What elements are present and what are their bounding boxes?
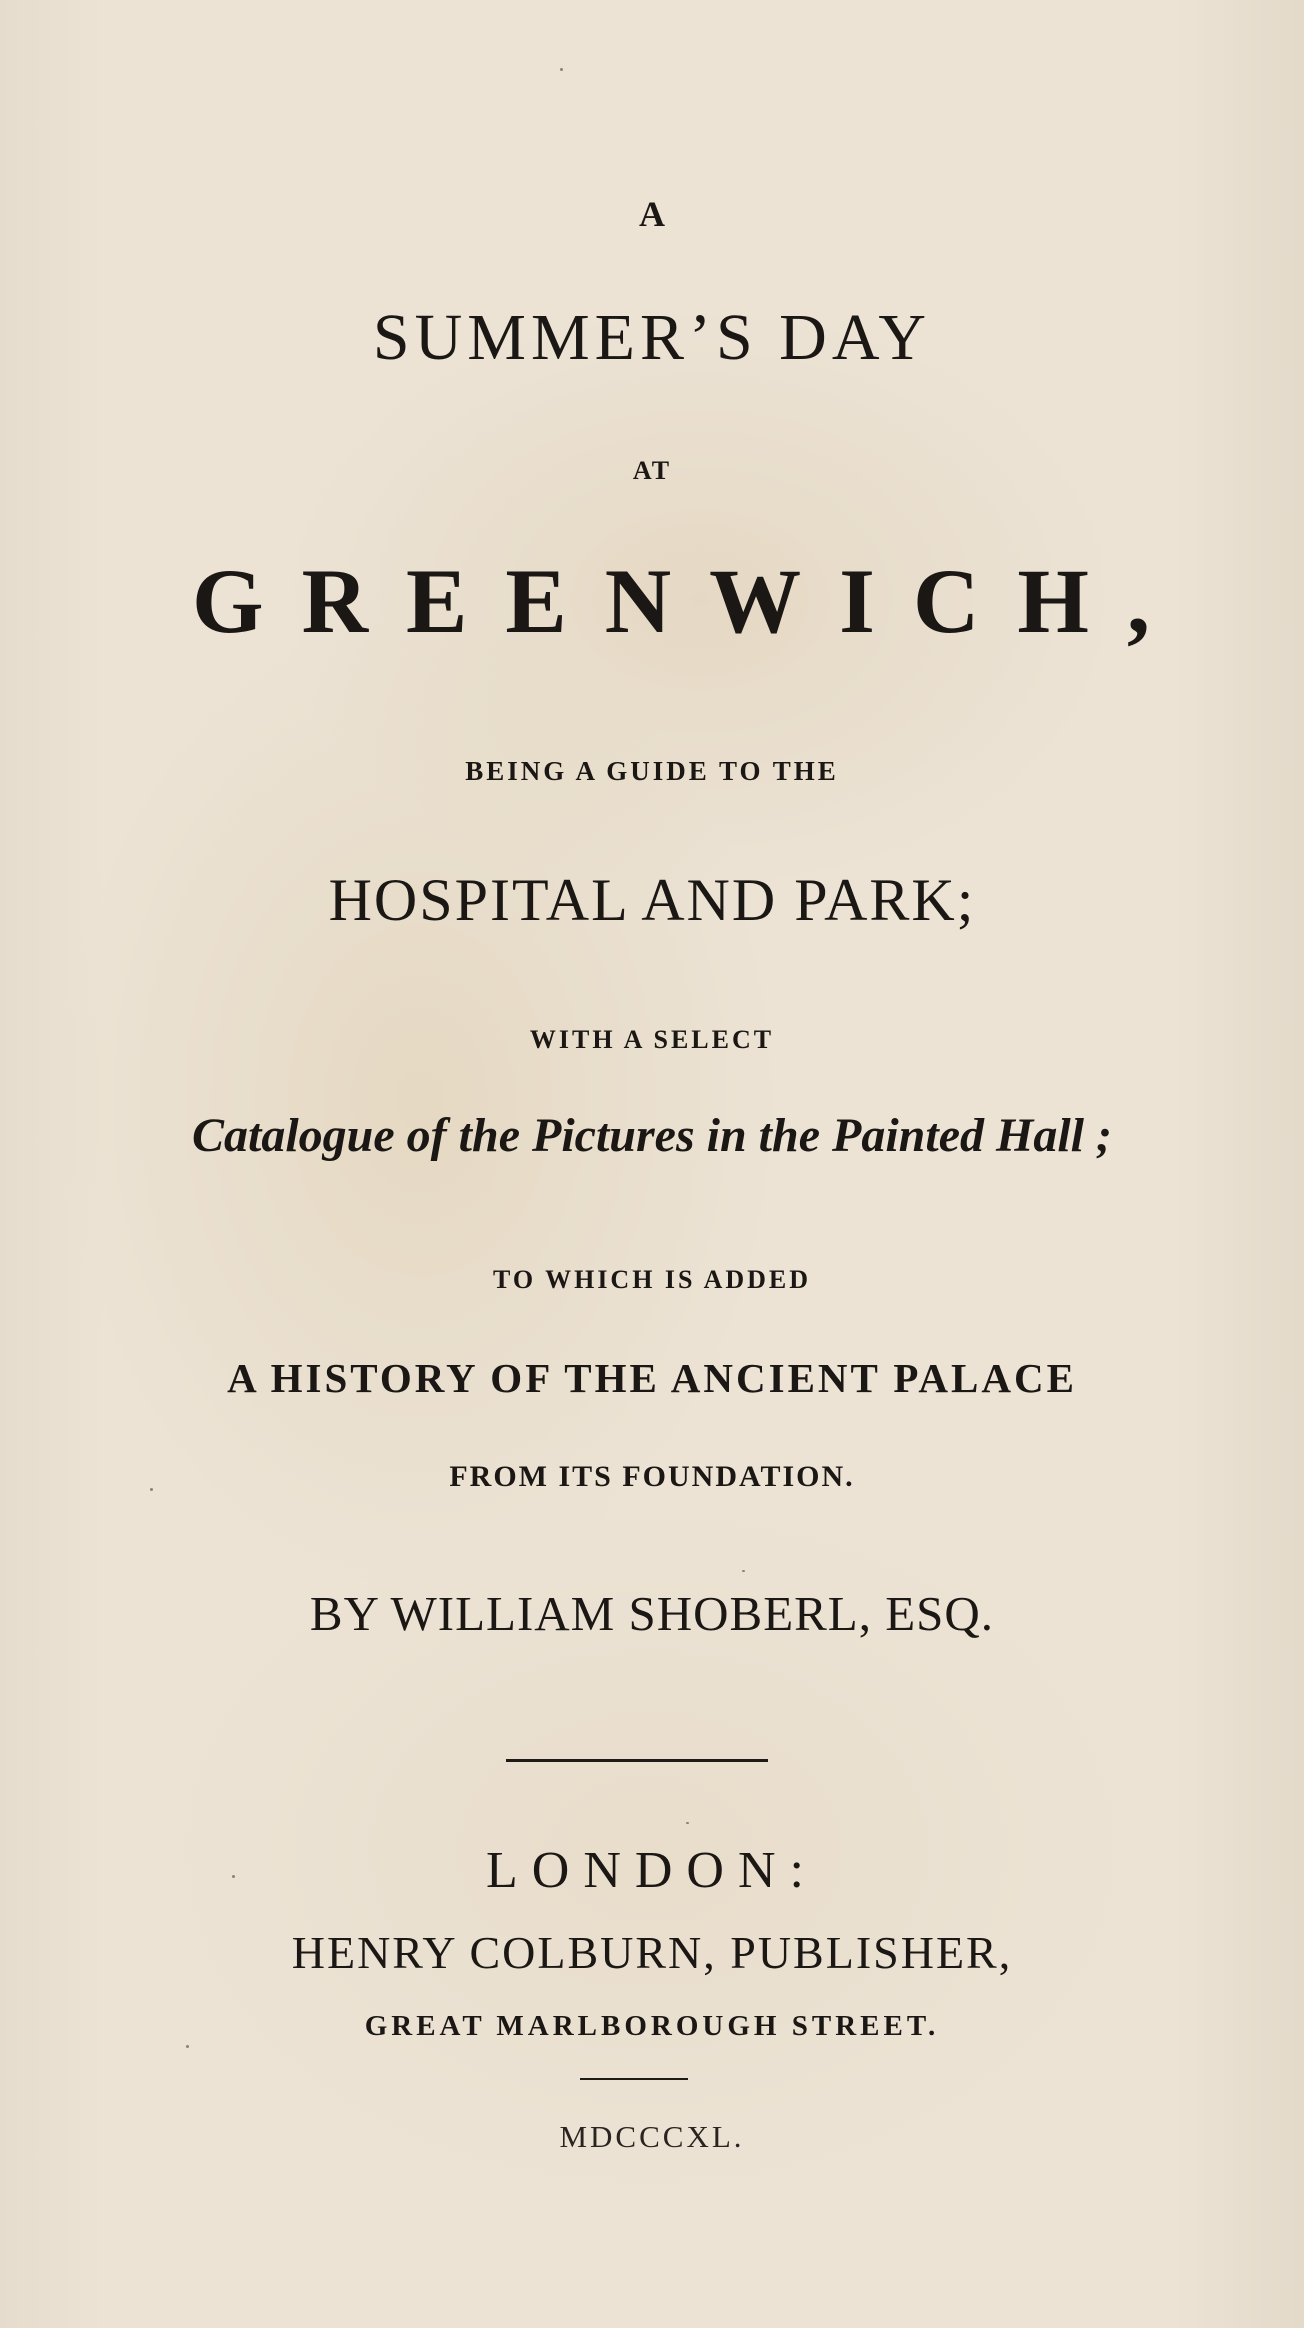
imprint-street: GREAT MARLBOROUGH STREET. [364,2010,940,2042]
title-preposition: AT [632,456,672,485]
paper-speck [742,1570,745,1572]
with-select-line: WITH A SELECT [529,1025,775,1054]
title-article: A [639,194,665,234]
paper-speck [686,1822,689,1824]
imprint-city: LONDON: [486,1842,818,1899]
catalogue-line: Catalogue of the Pictures in the Painted Hall ; [191,1109,1112,1162]
paper-speck [150,1488,153,1491]
to-which-added-line: TO WHICH IS ADDED [492,1265,812,1294]
divider-rule [506,1759,768,1762]
paper-speck [232,1875,235,1878]
author-line: BY WILLIAM SHOBERL, ESQ. [309,1586,995,1641]
from-foundation-line: FROM ITS FOUNDATION. [449,1460,855,1493]
short-divider-rule [580,2078,688,2080]
paper-speck [186,2045,189,2048]
title-place: GREENWICH, [192,550,1188,652]
imprint-publisher: HENRY COLBURN, PUBLISHER, [291,1927,1013,1978]
history-line: A HISTORY OF THE ANCIENT PALACE [227,1355,1077,1401]
subtitle-main: HOSPITAL AND PARK; [328,867,976,933]
subtitle-intro: BEING A GUIDE TO THE [465,756,839,786]
title-main: SUMMER’S DAY [372,301,932,374]
imprint-date: MDCCCXL. [559,2119,745,2154]
paper-speck [560,68,563,71]
